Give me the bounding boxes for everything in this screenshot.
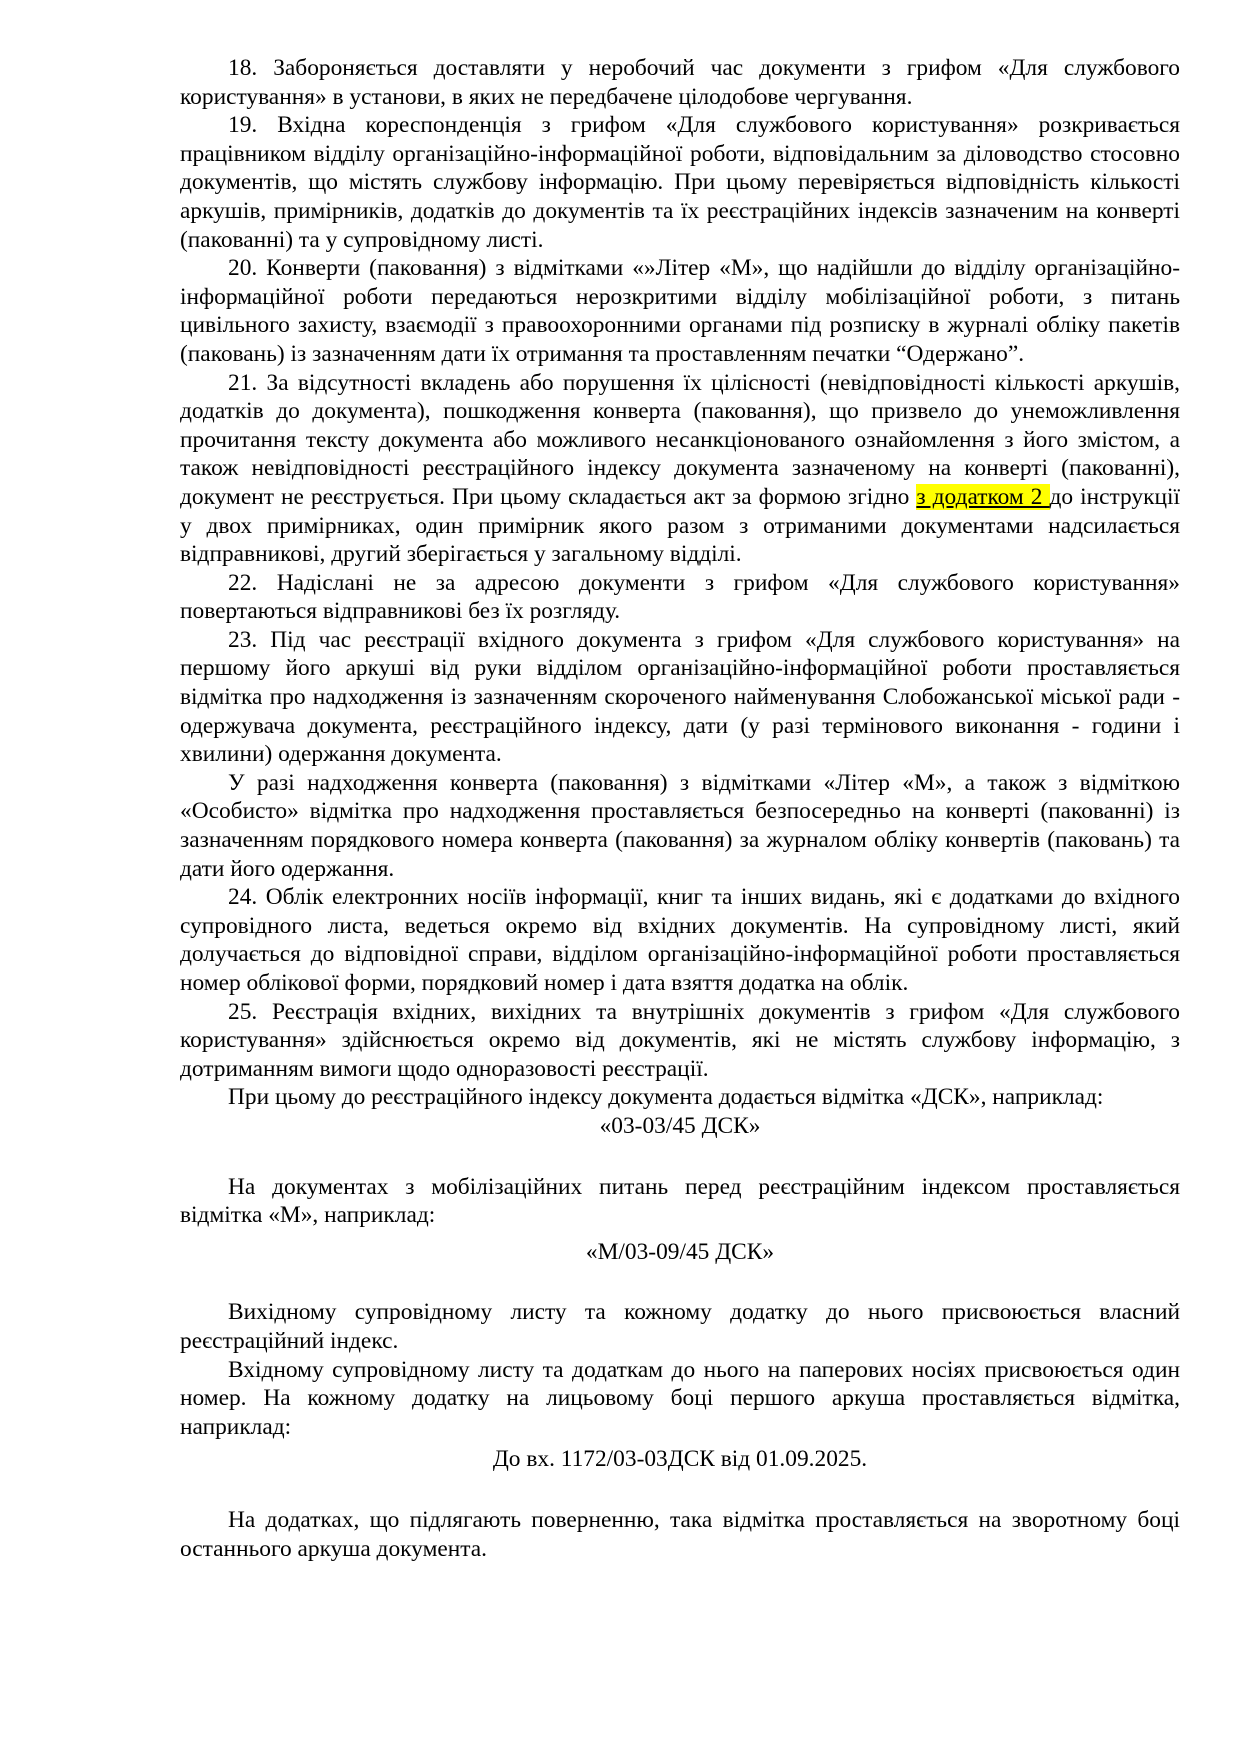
- paragraph-23: 23. Під час реєстрації вхідного документа з грифом «Для службового користування» на першому його аркуші від руки відділом організаційно-інформаційної роботи проставляється відмітка про надходження із зазначенням скороченого найменування Слобожанської міської ради - одержувача документа, реєстраційного індексу, дати (у разі термінового виконання - години і хвилини) одержання документа.: [180, 626, 1180, 768]
- paragraph-outgoing-letter: Вихідному супровідному листу та кожному додатку до нього присвоюється власний реєстраційний індекс.: [180, 1299, 1180, 1354]
- spacer: [180, 1266, 1180, 1298]
- paragraph-21: [180, 369, 1180, 569]
- spacer: [180, 1230, 1180, 1238]
- paragraph-returned-attachments: На додатках, що підлягають поверненню, така відмітка проставляється на зворотному боці останнього аркуша документа.: [180, 1506, 1180, 1562]
- appendix-2-link[interactable]: з додатком 2: [916, 483, 1050, 510]
- spacer: [180, 1141, 1180, 1173]
- paragraph-incoming-letter: Вхідному супровідному листу та додаткам до нього на паперових носіях присвоюється один номер. На кожному додатку на лицьовому боці першого аркуша проставляється відмітка, наприклад:: [180, 1356, 1180, 1440]
- example-m-index: «М/03-09/45 ДСК»: [585, 1238, 775, 1265]
- paragraph-21-text-end: до інструкції у двох примірниках, один примірник якого разом з отриманими документами надсилається відправникові, другий зберігається у загальному відділі.: [180, 483, 1181, 568]
- paragraph-23-continued: У разі надходження конверта (паковання) з відмітками «Літер «М», а також з відміткою «Особисто» відмітка про надходження проставляється безпосередньо на конверті (пакованні) із зазначенням порядкового номера конверта (паковання) за журналом обліку конвертів (паковань) та дати його одержання.: [180, 769, 1180, 882]
- example-dsk-index: «03-03/45 ДСК»: [599, 1112, 761, 1139]
- paragraph-mobilization: На документах з мобілізаційних питань перед реєстраційним індексом проставляється відмітка «М», наприклад:: [180, 1173, 1180, 1229]
- document-page: [180, 54, 1180, 1563]
- paragraph-19: 19. Вхідна кореспонденція з грифом «Для службового користування» розкривається працівником відділу організаційно-інформаційної роботи, відповідальним за діловодство стосовно документів, що містять службову інформацію. При цьому перевіряється відповідність кількості аркушів, примірників, додатків до документів та їх реєстраційних індексів зазначеним на конверті (пакованні) та у супровідному листі.: [180, 112, 1180, 253]
- spacer: [180, 1474, 1180, 1506]
- paragraph-22: 22. Надіслані не за адресою документи з грифом «Для службового користування» повертаються відправникові без їх розгляду.: [180, 569, 1180, 625]
- paragraph-25: 25. Реєстрація вхідних, вихідних та внутрішніх документів з грифом «Для службового користування» здійснюється окремо від документів, які не містять службову інформацію, з дотриманням вимоги щодо одноразовості реєстрації.: [180, 998, 1180, 1082]
- paragraph-20: 20. Конверти (паковання) з відмітками «»Літер «М», що надійшли до відділу організаційно-інформаційної роботи передаються нерозкритими відділу мобілізаційної роботи, з питань цивільного захисту, взаємодії з правоохоронними органами під розписку в журналі обліку пакетів (паковань) із зазначенням дати їх отримання та проставленням печатки “Одержано”.: [180, 255, 1180, 367]
- paragraph-18: 18. Забороняється доставляти у неробочий час документи з грифом «Для службового користування» в установи, в яких не передбачене цілодобове чергування.: [180, 55, 1180, 110]
- example-incoming-mark: До вх. 1172/03-03ДСК від 01.09.2025.: [492, 1446, 868, 1473]
- paragraph-25-example-intro: При цьому до реєстраційного індексу документа додається відмітка «ДСК», наприклад:: [228, 1084, 1104, 1111]
- paragraph-21-text-start: 21. За відсутності вкладень або порушення їх цілісності (невідповідності кількості аркушів, додатків до документа), пошкодження конверта (паковання), що призвело до унеможливлення прочитання тексту документа або можливого несанкціонованого ознайомлення з його змістом, а також невідповідності реєстраційного індексу документа зазначеному на конверті (пакованні), документ не реєструється. При цьому складається акт за формою згідно: [180, 369, 1180, 510]
- paragraph-24: 24. Облік електронних носіїв інформації, книг та інших видань, які є додатками до вхідного супровідного листа, ведеться окремо від вхідних документів. На супровідному листі, який долучається до відповідної справи, відділом організаційно-інформаційної роботи проставляється номер облікової форми, порядковий номер і дата взяття додатка на облік.: [180, 884, 1180, 996]
